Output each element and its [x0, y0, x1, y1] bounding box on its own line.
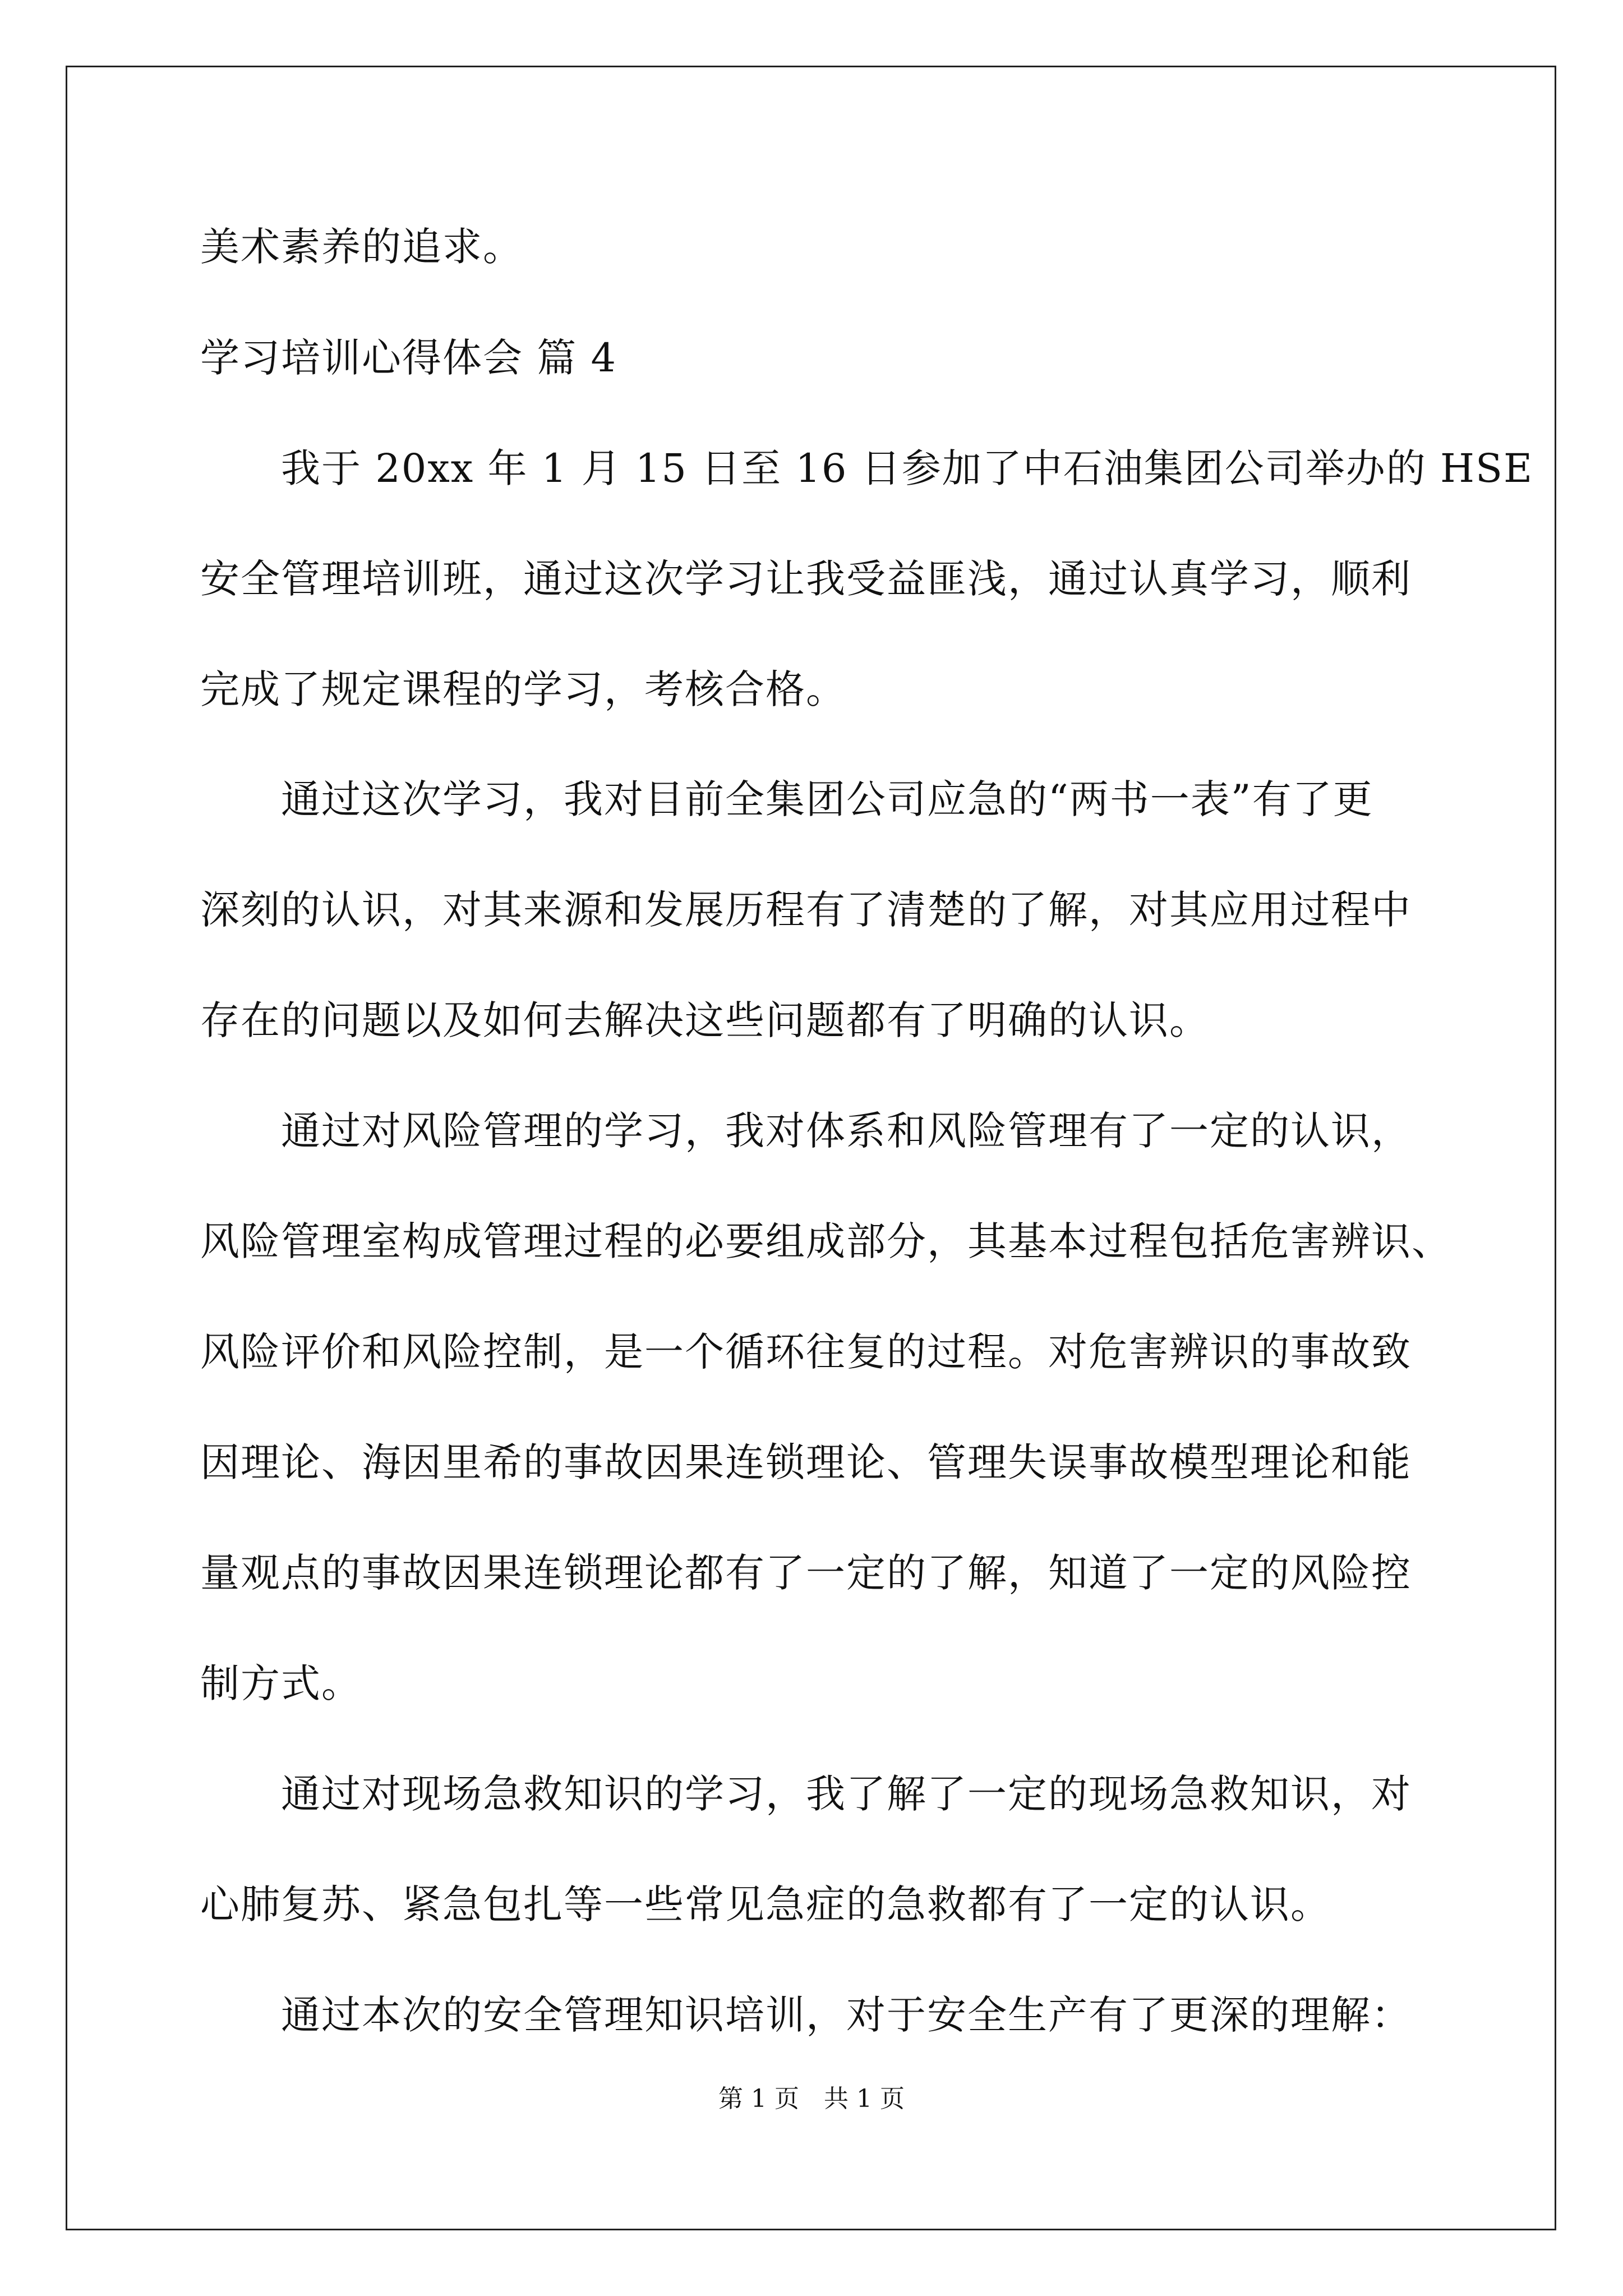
section-heading: 学习培训心得体会 篇 4 — [200, 335, 617, 381]
body-text-line: 深刻的认识，对其来源和发展历程有了清楚的了解，对其应用过程中 — [200, 887, 1412, 933]
page-footer: 第 1 页 共 1 页 — [718, 2085, 905, 2113]
body-text-line: 美术素养的追求。 — [200, 224, 523, 270]
body-text-line: 通过对现场急救知识的学习，我了解了一定的现场急救知识，对 — [200, 1771, 1412, 1817]
body-text-line: 制方式。 — [200, 1660, 362, 1706]
body-text-line: 通过这次学习，我对目前全集团公司应急的“两书一表”有了更 — [200, 776, 1373, 822]
body-text-line: 量观点的事故因果连锁理论都有了一定的了解，知道了一定的风险控 — [200, 1550, 1412, 1596]
body-text-line: 我于 20xx 年 1 月 15 日至 16 日参加了中石油集团公司举办的 HSE — [200, 445, 1534, 491]
body-text-line: 通过对风险管理的学习，我对体系和风险管理有了一定的认识， — [200, 1108, 1412, 1154]
body-text-line: 风险管理室构成管理过程的必要组成部分，其基本过程包括危害辨识、 — [200, 1218, 1452, 1264]
body-text-line: 风险评价和风险控制，是一个循环往复的过程。对危害辨识的事故致 — [200, 1329, 1412, 1375]
body-text-line: 安全管理培训班，通过这次学习让我受益匪浅，通过认真学习，顺利 — [200, 556, 1412, 602]
body-text-line: 因理论、海因里希的事故因果连锁理论、管理失误事故模型理论和能 — [200, 1439, 1412, 1485]
body-text-line: 心肺复苏、紧急包扎等一些常见急症的急救都有了一定的认识。 — [200, 1881, 1331, 1927]
body-text-line: 通过本次的安全管理知识培训，对于安全生产有了更深的理解： — [200, 1992, 1412, 2038]
body-text-line: 存在的问题以及如何去解决这些问题都有了明确的认识。 — [200, 997, 1210, 1043]
body-text-line: 完成了规定课程的学习，考核合格。 — [200, 666, 846, 712]
